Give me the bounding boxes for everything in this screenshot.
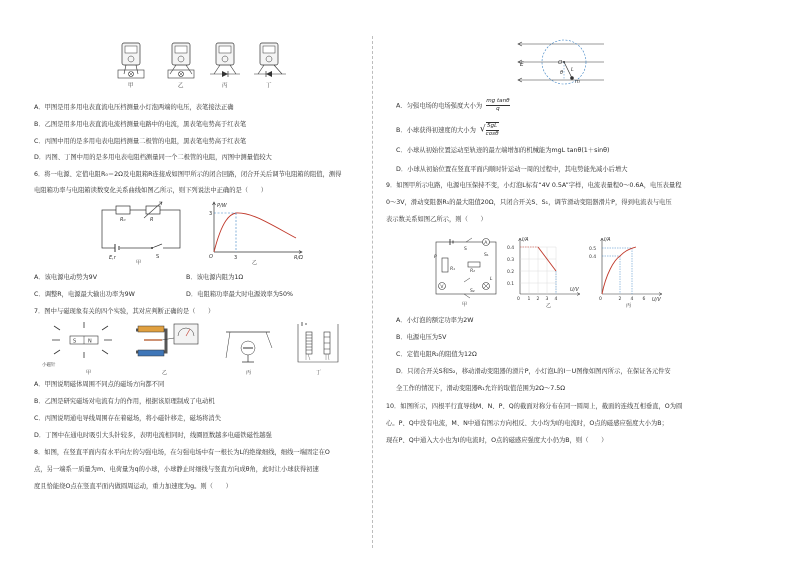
q6-stem-line2: 电阻箱功率与电阻箱读数变化关系曲线如图乙所示，则下列说法中正确的是（ ） — [34, 187, 267, 194]
q9-graph-yi-xt2: 2 — [536, 297, 540, 302]
q9-graph-bing-label: 丙 — [626, 303, 632, 309]
q9-graph-bing-yt0: 0.5 — [589, 247, 597, 252]
svg-text:N: N — [88, 338, 92, 345]
meter-label-ding: 丁 — [266, 83, 272, 89]
q9-fig-l-label: L — [490, 277, 493, 282]
q10-stem-line2: 心。P、Q中没有电流，M、N中通有图示方向相反、大小均为I的电流时，O点的磁感应强度大小为B； — [386, 420, 668, 427]
q6-fig-r0-label: R₀ — [120, 217, 126, 223]
q8-option-a-text: A．匀强电场的电场强度大小为 — [396, 102, 483, 110]
q9-fig-s-label: S — [464, 247, 467, 252]
q9-graph-yi-yt0: 0.4 — [507, 246, 515, 251]
q9-graph-yi-xt4: 4 — [554, 297, 558, 302]
q6-power-graph — [208, 200, 308, 266]
q7-stem: 7．图中与磁现象有关的四个实验，其对应判断正确的是（ ） — [34, 308, 215, 315]
q7-fig-bing — [226, 332, 272, 362]
q6-graph-y-label: P/W — [217, 203, 227, 209]
q6-fig-r-label: R — [150, 217, 154, 223]
q6-graph-x-label: R/Ω — [294, 255, 303, 261]
meter-label-jia: 甲 — [128, 83, 134, 89]
q7-label-jia: 甲 — [86, 370, 92, 376]
q8-field-figure — [514, 34, 608, 94]
q9-graph-bing-y-label: I/A — [604, 237, 611, 243]
q10-stem-line1: 10．如图所示，四根平行直导线M、N、P、Q的截面对称分布在同一圆周上，截面的连线互相垂直，O为圆 — [386, 403, 683, 410]
q6-graph-3x: 3 — [234, 255, 238, 261]
q7-option-c: C．丙图说明通电导线周围存在着磁场，将小磁针移走，磁场将消失 — [34, 415, 222, 422]
q7-fig-ding — [298, 322, 338, 362]
q7-option-d: D．丁图中在通电时吸引大头针较多，表明电流相同时，线圈匝数越多电磁铁磁性越强 — [34, 432, 272, 439]
meter-ding — [254, 43, 286, 77]
q9-graph-bing-xt3: 6 — [642, 297, 646, 302]
q9-graph-yi-y-label: I/A — [522, 237, 529, 243]
q6-option-c: C．调整R，电源最大输出功率为9W — [34, 291, 135, 298]
q9-fig-ammeter-label: A — [484, 241, 488, 246]
q8-option-a-denominator: q — [496, 106, 500, 112]
q8-fig-e-label: E — [520, 61, 524, 68]
q8-fig-m-label: m — [575, 79, 580, 85]
q6-stem-line1: 6．将一电源、定值电阻R₀＝2Ω及电阻箱R连接成如图甲所示的闭合回路，闭合开关后调节电阻箱的阻值，测得 — [34, 171, 342, 178]
q7-fig-yi — [136, 324, 198, 356]
q6-circuit-figure — [96, 200, 188, 266]
meter-bing — [210, 43, 240, 77]
meter-yi — [168, 43, 194, 78]
q8-fig-theta-label: θ — [560, 70, 564, 76]
q9-graph-yi-xt1: 1 — [527, 297, 531, 302]
q8-option-a — [396, 98, 510, 113]
q9-graph-yi-xt3: 3 — [545, 297, 549, 302]
q9-stem-line3: 表示数关系如图乙所示，则（ ） — [386, 216, 487, 223]
q-meter-option-d: D．丙图、丁图中用的是多用电表电阻档测量同一个二极管的电阻，丙图中测量值较大 — [34, 154, 272, 161]
q9-graph-yi-yt1: 0.3 — [507, 258, 515, 263]
q6-fig-jia-label: 甲 — [136, 260, 142, 266]
q8-option-c: C．小球从初始位置运动至轨迹的最左端增加的机械能为mgL tanθ(1＋sinθ) — [396, 147, 610, 154]
q-meter-option-c: C．丙图中用的是多用电表电阻档测量二极管的电阻，黑表笔电势高于红表笔 — [34, 138, 247, 145]
q7-option-a: A．甲图说明磁体周围不同点的磁场方向都不同 — [34, 381, 165, 388]
q9-circuit-figure — [428, 234, 504, 308]
q-meter-option-a: A．甲图是用多用电表直流电压档测量小灯泡两端的电压，表笔接法正确 — [34, 104, 234, 111]
q9-stem-line1: 9．如图甲所示电路，电源电压保持不变，小灯泡L标有“4V 0.5A”字样，电流表量程0～0.6A，电压表量程 — [386, 182, 682, 189]
q6-fig-er-label: E,r — [109, 255, 116, 261]
q6-graph-3y: 3 — [209, 211, 213, 217]
q9-option-a: A．小灯泡的额定功率为2W — [396, 317, 474, 324]
q9-option-d-line2: 全工作的情况下，滑动变阻器R₁允许的取值范围为2Ω～7.5Ω — [396, 385, 566, 392]
q9-fig-r2-label: R₂ — [470, 269, 475, 274]
q8-option-b-numerator: 5gL — [486, 123, 498, 129]
q8-option-b-root: √ $\frac{5gL}{\cos\theta}$ — [479, 123, 499, 137]
q7-option-b: B．乙图是研究磁场对电流有力的作用，根据该原理制成了电动机 — [34, 398, 215, 405]
q9-graph-yi-xt0: 0 — [517, 297, 520, 302]
q9-graph-bing-yt1: 0.4 — [589, 255, 597, 260]
q7-label-ding: 丁 — [316, 370, 322, 376]
q8-option-a-fraction — [486, 98, 509, 113]
q8-option-b — [396, 122, 499, 138]
q9-graph-yi-x-label: U/V — [570, 287, 579, 293]
q9-option-c: C．定值电阻R₂的阻值为12Ω — [396, 351, 477, 358]
meter-label-yi: 乙 — [178, 83, 184, 89]
q7-label-bing: 丙 — [246, 370, 252, 376]
q8-stem-line1: 8．如图，在竖直平面内有水平向左的匀强电场，在匀强电场中有一根长为L的绝缘细线，细线一端固定在O — [34, 449, 330, 456]
q9-graph-bing — [588, 234, 668, 308]
svg-text:S: S — [73, 338, 77, 345]
q9-fig-s1-label: S₁ — [484, 253, 489, 258]
q8-fig-l-label: L — [571, 67, 574, 73]
q9-option-d-line1: D．只闭合开关S和S₂，移动滑动变阻器的滑片P，小灯泡L的I－U图像如图丙所示，在保证各元件安 — [396, 368, 671, 375]
q9-graph-bing-xt0: 0 — [599, 297, 602, 302]
q9-graph-yi-label: 乙 — [546, 303, 552, 309]
q9-option-b: B．电源电压为5V — [396, 334, 447, 341]
q9-fig-p-label: P — [434, 255, 437, 260]
column-divider — [372, 36, 373, 548]
q6-graph-yi-label: 乙 — [252, 260, 258, 266]
q9-stem-line2: 0～3V，滑动变阻器R₁的最大阻值20Ω，只闭合开关S、S₁，调节滑动变阻器滑片P，得到电流表与电压 — [386, 199, 672, 206]
q9-graph-bing-xt1: 2 — [618, 297, 622, 302]
q9-graph-bing-x-label: U/V — [652, 297, 661, 303]
q9-graph-yi-yt3: 0.1 — [507, 282, 515, 287]
q8-option-b-text: B．小球获得初速度的大小为 — [396, 127, 476, 134]
q6-option-a: A．该电源电动势为9V — [34, 274, 97, 281]
multimeter-figure — [110, 40, 310, 90]
q6-option-b: B．该电源内阻为1Ω — [186, 274, 244, 281]
meter-label-bing: 丙 — [222, 83, 228, 89]
q6-option-d: D．电阻箱功率最大时电源效率为50% — [186, 291, 294, 298]
q7-needle-label: 小磁针 — [42, 363, 56, 368]
q7-magnet-figures — [40, 318, 350, 376]
q6-fig-s-label: S — [156, 254, 160, 260]
q8-option-a-numerator: mg tanθ — [486, 98, 510, 104]
q6-graph-origin: O — [209, 254, 213, 260]
q8-stem-line3: 度且恰能绕O点在竖直平面内做圆周运动，重力加速度为g。则（ ） — [34, 483, 232, 490]
q9-fig-voltmeter-label: V — [440, 285, 444, 290]
q8-fig-o-label: O — [558, 60, 563, 66]
q9-graph-yi — [506, 234, 586, 308]
q9-fig-jia-label: 甲 — [462, 302, 468, 308]
q7-label-yi: 乙 — [162, 370, 168, 376]
q7-fig-jia — [42, 322, 112, 368]
q9-fig-r1-label: R₁ — [450, 267, 455, 272]
q9-graph-yi-yt2: 0.2 — [507, 270, 515, 275]
meter-jia — [118, 43, 144, 78]
q-meter-option-b: B．乙图是用多用电表直流电流档测量电路中的电流，黑表笔电势高于红表笔 — [34, 121, 247, 128]
q8-stem-line2: 点，另一端系一质量为m、电荷量为q的小球，小球静止时细线与竖直方向成θ角，此时让小球获得初速 — [34, 466, 319, 473]
q9-graph-bing-xt2: 4 — [630, 297, 634, 302]
q8-option-b-denominator: cosθ — [485, 131, 499, 137]
q8-option-d: D．小球从初始位置在竖直平面内顺时针运动一周的过程中，其电势能先减小后增大 — [396, 166, 628, 173]
q10-stem-line3: 现在P、Q中通入大小也为I的电流时，O点的磁感应强度大小仍为B，则（ ） — [386, 437, 608, 444]
q9-fig-s2-label: S₂ — [470, 289, 475, 294]
